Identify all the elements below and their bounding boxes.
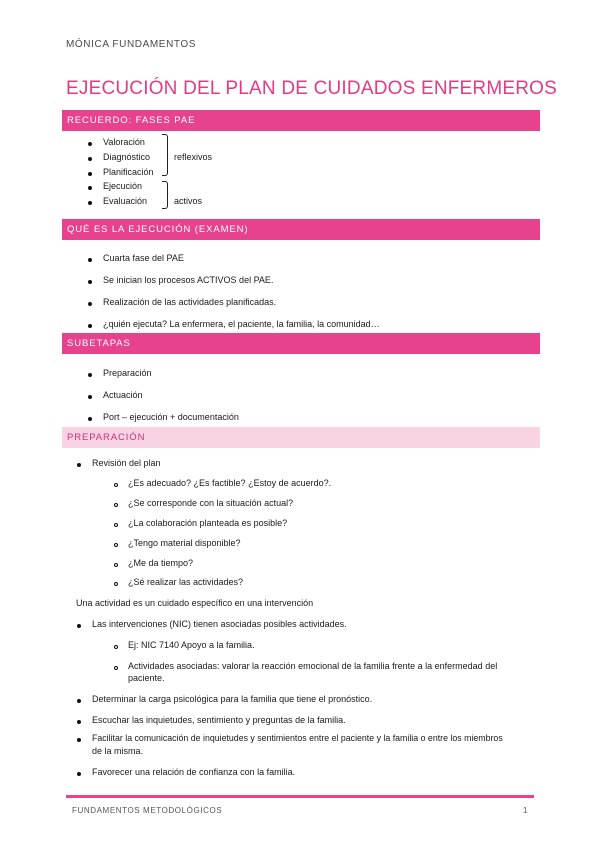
activities-line-1: Actividades asociadas: valorar la reacción emocional de la familia frente a la enfermedad del <box>128 661 498 671</box>
question-item: ¿Me da tiempo? <box>128 558 194 568</box>
bullet <box>88 324 92 328</box>
list-item-line-1: Facilitar la comunicación de inquietudes y sentimientos entre el paciente y la familia o entre los miembros <box>92 733 503 743</box>
sub-bullet <box>114 503 118 507</box>
footer-title: FUNDAMENTOS METODOLÓGICOS <box>72 806 223 815</box>
bullet <box>77 720 81 724</box>
group-label-activos: activos <box>174 196 203 206</box>
group-label-reflexivos: reflexivos <box>174 152 213 162</box>
list-item: Actuación <box>103 390 143 400</box>
list-item: Ejecución <box>103 181 143 191</box>
list-item: Valoración <box>103 137 145 147</box>
bullet <box>77 772 81 776</box>
question-item: ¿La colaboración planteada es posible? <box>128 518 288 528</box>
section-heading-preparacion: PREPARACIÓN <box>62 427 540 448</box>
list-item-line-2: de la misma. <box>92 746 144 756</box>
note-text: Una actividad es un cuidado específico en una intervención <box>76 598 314 608</box>
bullet <box>88 186 92 190</box>
bullet <box>77 463 81 467</box>
example-item: Ej: NIC 7140 Apoyo a la familia. <box>128 640 255 650</box>
brace-activos <box>162 181 168 209</box>
bullet <box>88 395 92 399</box>
question-item: ¿Tengo material disponible? <box>128 538 241 548</box>
list-item: Las intervenciones (NIC) tienen asociadas posibles actividades. <box>92 619 347 629</box>
question-item: ¿Se corresponde con la situación actual? <box>128 498 294 508</box>
list-item: Evaluación <box>103 196 148 206</box>
section-heading-recuerdo: RECUERDO: FASES PAE <box>62 110 540 131</box>
list-item: Cuarta fase del PAE <box>103 253 184 263</box>
bullet <box>88 258 92 262</box>
page-number: 1 <box>523 806 529 815</box>
bullet <box>88 172 92 176</box>
bullet <box>77 624 81 628</box>
list-item: Planificación <box>103 167 154 177</box>
bullet <box>88 142 92 146</box>
section-heading-subetapas: SUBETAPAS <box>62 333 540 354</box>
question-item: ¿Sé realizar las actividades? <box>128 577 244 587</box>
page-title: EJECUCIÓN DEL PLAN DE CUIDADOS ENFERMEROS <box>66 78 558 99</box>
footer-divider <box>66 795 534 798</box>
question-item: ¿Es adecuado? ¿Es factible? ¿Estoy de acuerdo?. <box>128 478 332 488</box>
list-item: Port – ejecución + documentación <box>103 412 239 422</box>
section-heading-que-es: QUÉ ES LA EJECUCIÓN (EXAMEN) <box>62 219 540 240</box>
sub-bullet <box>114 666 118 670</box>
brace-reflexivos <box>162 134 168 176</box>
list-item: Realización de las actividades planificadas. <box>103 297 277 307</box>
sub-bullet <box>114 483 118 487</box>
list-item: Determinar la carga psicológica para la familia que tiene el pronóstico. <box>92 694 373 704</box>
list-item: Favorecer una relación de confianza con la familia. <box>92 767 296 777</box>
page-header: MÓNICA FUNDAMENTOS <box>66 39 197 50</box>
activities-line-2: paciente. <box>128 673 165 683</box>
list-item: Preparación <box>103 368 152 378</box>
bullet <box>77 738 81 742</box>
list-item: Se inician los procesos ACTIVOS del PAE. <box>103 275 274 285</box>
bullet <box>88 417 92 421</box>
sub-bullet <box>114 645 118 649</box>
bullet <box>88 157 92 161</box>
sub-bullet <box>114 563 118 567</box>
sub-bullet <box>114 523 118 527</box>
bullet <box>88 302 92 306</box>
sub-bullet <box>114 543 118 547</box>
list-item: ¿quién ejecuta? La enfermera, el paciente, la familia, la comunidad… <box>103 319 380 329</box>
list-item: Diagnóstico <box>103 152 151 162</box>
list-item: Revisión del plan <box>92 458 161 468</box>
bullet <box>77 699 81 703</box>
list-item: Escuchar las inquietudes, sentimiento y preguntas de la familia. <box>92 715 346 725</box>
sub-bullet <box>114 582 118 586</box>
bullet <box>88 373 92 377</box>
bullet <box>88 201 92 205</box>
bullet <box>88 280 92 284</box>
